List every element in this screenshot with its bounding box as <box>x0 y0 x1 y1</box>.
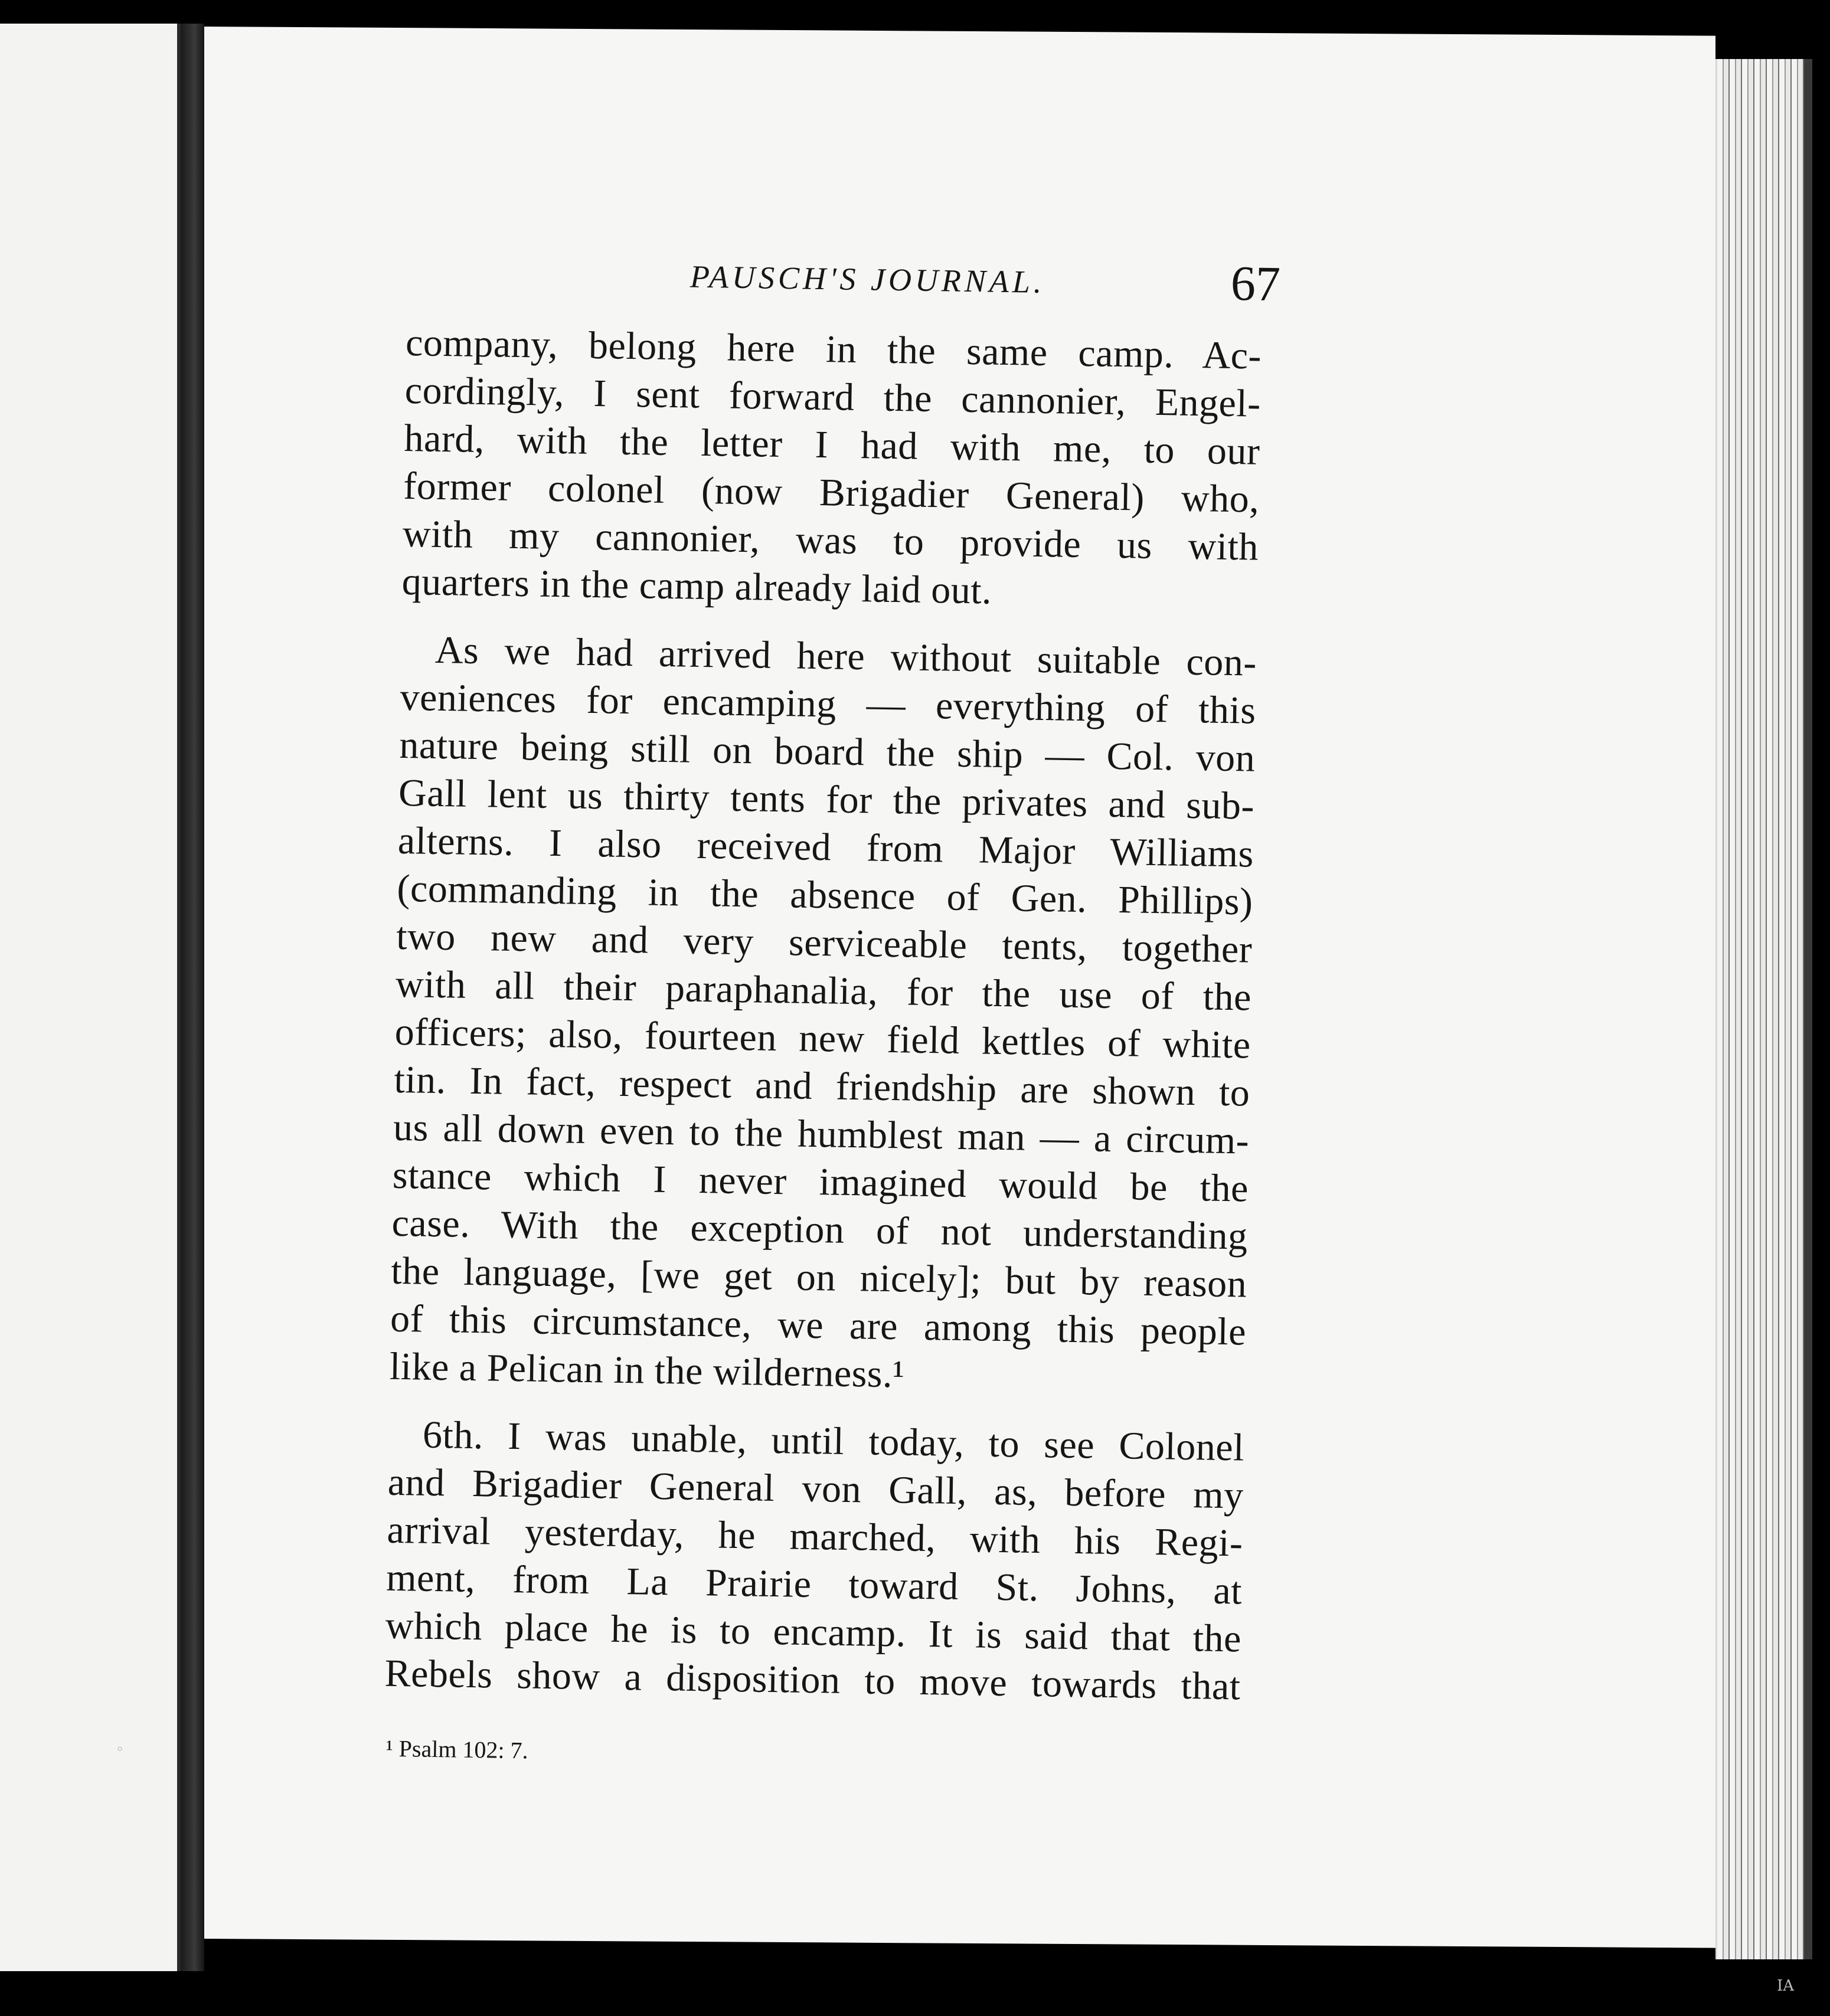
text-line: case. With the exception of not understanding <box>391 1201 1249 1258</box>
text-line: two new and very serviceable tents, together <box>396 914 1253 971</box>
text-line: stance which I never imagined would be the <box>392 1153 1249 1210</box>
text-line: with my cannonier, was to provide us with <box>402 512 1259 569</box>
text-line: veniences for encamping — everything of this <box>400 675 1257 732</box>
left-page <box>0 24 181 1971</box>
text-line: cordingly, I sent forward the cannonier, Engel- <box>404 368 1262 426</box>
text-line: (commanding in the absence of Gen. Phillips) <box>397 866 1254 924</box>
page-number: 67 <box>1230 256 1281 312</box>
text-line: of this circumstance, we are among this people <box>390 1297 1247 1354</box>
page-edges <box>1715 59 1806 1959</box>
text-line: quarters in the camp already laid out. <box>401 559 992 613</box>
text-line: alterns. I also received from Major Williams <box>397 819 1254 876</box>
text-block <box>383 236 1281 1776</box>
text-line: and Brigadier General von Gall, as, before my <box>387 1460 1244 1517</box>
running-head-title: PAUSCH'S JOURNAL. <box>689 258 1045 300</box>
text-line: which place he is to encamp. It is said that the <box>385 1603 1242 1661</box>
text-line: officers; also, fourteen new field kettles of white <box>394 1010 1251 1067</box>
text-line: As we had arrived here without suitable con- <box>434 628 1257 685</box>
text-line: nature being still on board the ship — Col. von <box>398 723 1256 780</box>
text-line: us all down even to the humblest man — a circum- <box>393 1105 1250 1163</box>
text-line: arrival yesterday, he marched, with his Regi- <box>386 1508 1243 1565</box>
paragraph <box>401 319 1262 619</box>
paragraph <box>389 626 1257 1404</box>
text-line: tin. In fact, respect and friendship are shown to <box>393 1058 1250 1115</box>
running-head <box>406 236 1281 332</box>
page-edge-shadow <box>1804 59 1812 1959</box>
text-line: the language, [we get on nicely]; but by reason <box>390 1249 1247 1306</box>
text-line: 6th. I was unable, until today, to see Colonel <box>422 1413 1245 1470</box>
text-line: hard, with the letter I had with me, to our <box>404 416 1261 473</box>
text-line: Gall lent us thirty tents for the privates and sub- <box>398 771 1255 828</box>
text-line: Rebels show a disposition to move towards that <box>384 1651 1241 1709</box>
text-line: ment, from La Prairie toward St. Johns, at <box>385 1556 1243 1613</box>
margin-dot: ◦ <box>116 1741 125 1758</box>
text-line: like a Pelican in the wilderness.¹ <box>389 1344 905 1396</box>
footnote: ¹ Psalm 102: 7. <box>385 1734 528 1764</box>
text-line: former colonel (now Brigadier General) who, <box>403 464 1260 521</box>
text-line: company, belong here in the same camp. Ac- <box>405 320 1262 378</box>
corner-mark: ΙΑ <box>1777 1977 1795 1995</box>
text-line: with all their paraphanalia, for the use of the <box>395 962 1252 1019</box>
paragraph <box>384 1410 1244 1711</box>
book-gutter <box>181 24 204 1971</box>
